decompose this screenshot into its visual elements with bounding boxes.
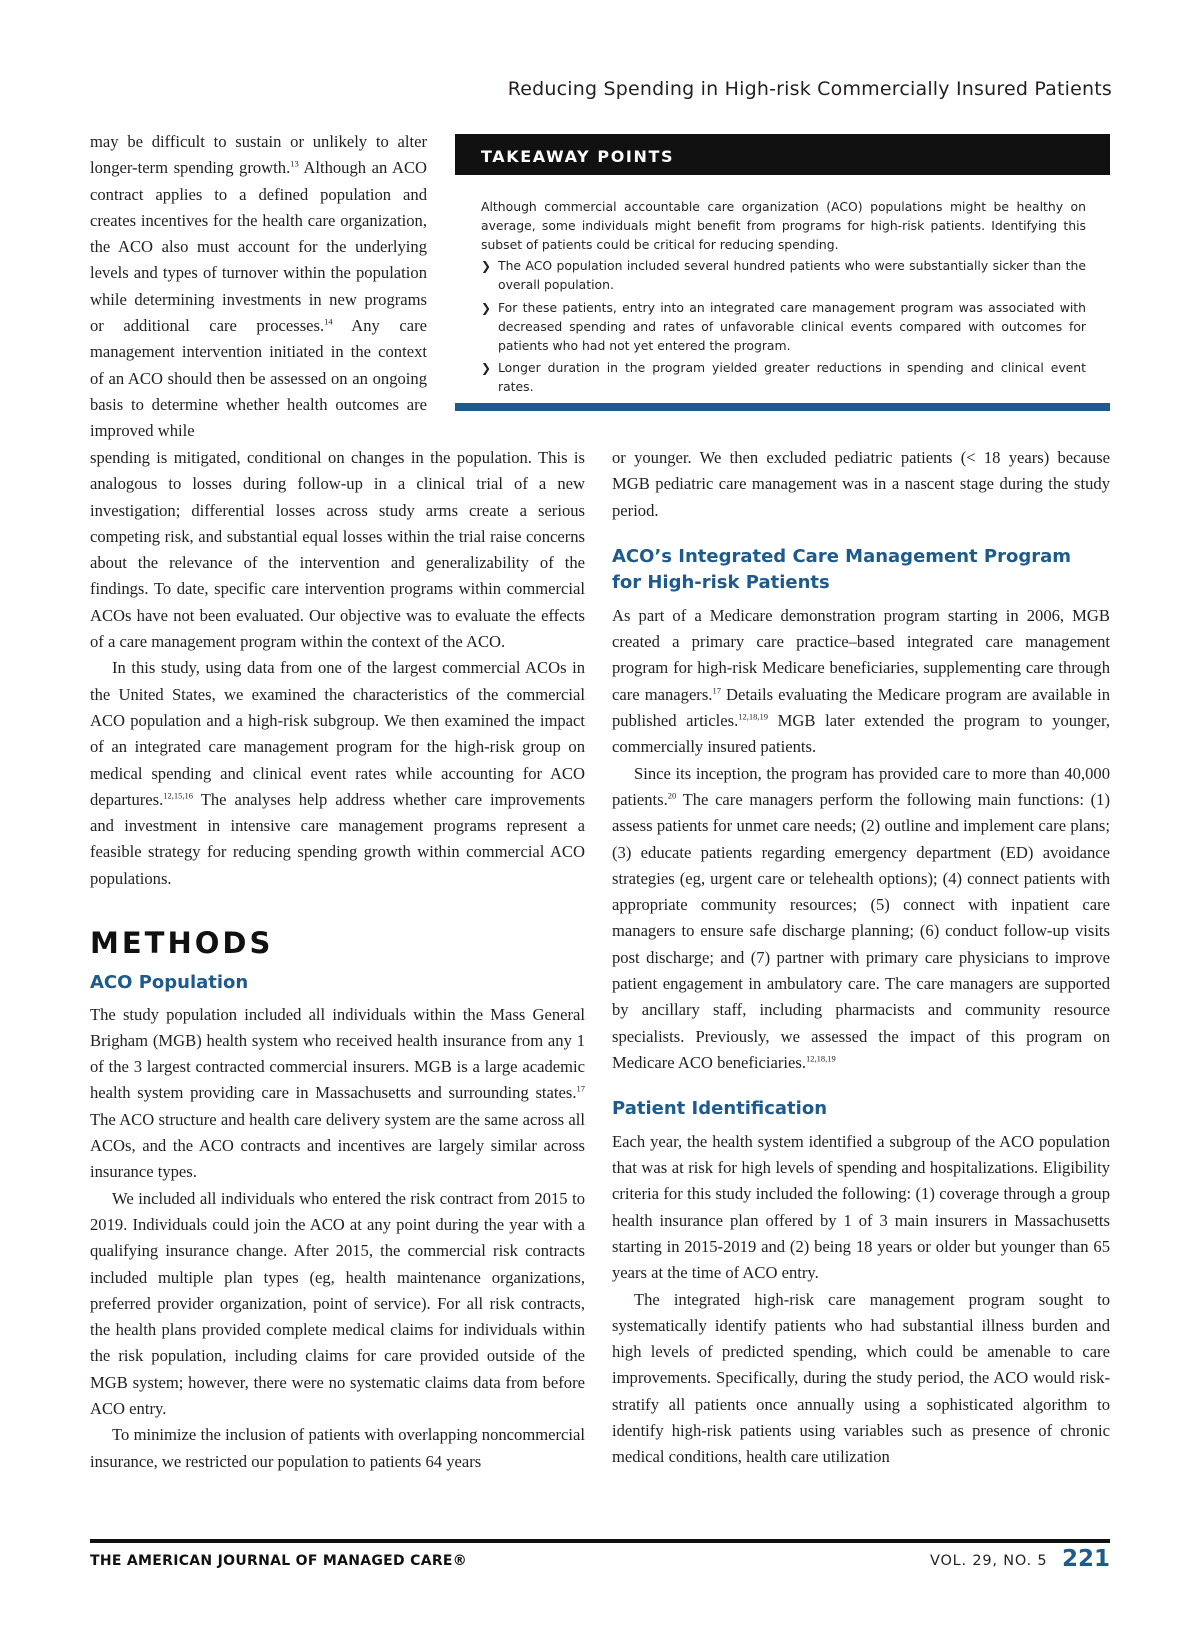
footer-volume: VOL. 29, NO. 5 <box>930 1553 1048 1569</box>
citation: 12,18,19 <box>738 711 768 722</box>
citation: 13 <box>290 158 299 169</box>
citation: 12,15,16 <box>163 790 194 801</box>
takeaway-box <box>455 134 1110 411</box>
aco-population-paragraph-2: We included all individuals who entered the risk contract from 2015 to 2019. Individuals could join the ACO at any point during the year with a qualifying insurance change. After 2015, the commercial risk contracts included multiple plan types (eg, health maintenance organizations, preferred provider organization, point of service). For all risk contracts, the health plans provided complete medical claims for individuals within the risk population, including claims for care provided outside of the MGB system; however, there were no systematic claims data from before ACO entry. <box>90 1188 585 1418</box>
citation: 20 <box>667 790 677 801</box>
takeaway-title: TAKEAWAY POINTS <box>455 134 1110 175</box>
takeaway-bottom-rule <box>455 403 1110 411</box>
chevron-right-icon: ❯ <box>481 259 492 274</box>
footer-journal-name: THE AMERICAN JOURNAL OF MANAGED CARE® <box>90 1553 468 1569</box>
running-title: Reducing Spending in High-risk Commercially Insured Patients <box>507 78 1112 100</box>
left-column <box>90 445 585 1475</box>
chevron-right-icon: ❯ <box>481 361 492 376</box>
chevron-right-icon: ❯ <box>481 300 492 315</box>
program-paragraph-1: As part of a Medicare demonstration program starting in 2006, MGB created a primary care practice–based integrated care management program for high-risk Medicare beneficiaries, supplementing care through care managers.$^{17}$ Details evaluating the Medicare program are available in published articles.$^{12,18,19}$ MGB later extended the program to younger, commercially insured patients. <box>612 605 1111 757</box>
patient-identification-paragraph-2: The integrated high-risk care management program sought to systematically identify patients who had substantial illness burden and high levels of predicted spending, which could be amenable to care improvements. Specifically, during the study period, the ACO would risk-stratify all patients once annually using a sophisticated algorithm to identify high-risk patients using variables such as presence of chronic medical conditions, health care utilization <box>612 1289 1110 1467</box>
patient-identification-heading: Patient Identification <box>612 1098 828 1120</box>
intro-paragraph-2: In this study, using data from one of the largest commercial ACOs in the United States, we examined the characteristics of the commercial ACO population and a high-risk subgroup. We then examined the impact of an integrated care management program for the high-risk group on medical spending and clinical event rates while accounting for ACO departures.$^{12,15,16}$ The analyses help address whether care improvements and investment in intensive care management programs represent a feasible strategy for reducing spending growth within commercial ACO populations. <box>90 658 585 888</box>
citation: 12,18,19 <box>805 1053 836 1064</box>
intro-paragraph-1-cont: spending is mitigated, conditional on changes in the population. This is analogous to losses during follow-up in a clinical trial of a new investigation; differential losses across study arms create a serious competing risk, and substantial equal losses within the trial raise concerns about the relevance of the intervention and generalizability of the findings. To date, specific care intervention programs within commercial ACOs have not been evaluated. Our objective was to evaluate the effects of a care management program within the context of the ACO. <box>90 448 585 652</box>
aco-population-paragraph-3: To minimize the inclusion of patients with overlapping noncommercial insurance, we restricted our population to patients 64 years <box>90 1425 585 1471</box>
takeaway-intro: Although commercial accountable care organization (ACO) populations might be healthy on average, some individuals might benefit from programs for high-risk patients. Identifying this subset of patients could be critical for reducing spending. <box>481 199 1086 252</box>
footer-rule <box>90 1539 1110 1543</box>
citation: 17 <box>712 685 721 696</box>
citation: 14 <box>324 316 333 327</box>
program-heading: ACO’s Integrated Care Management Program for High-risk Patients <box>612 545 1072 594</box>
program-paragraph-2: Since its inception, the program has provided care to more than 40,000 patients.$^{20}$ The care managers perform the following main functions: (1) assess patients for unmet care needs; (2) outline and implement care plans; (3) educate patients regarding emergency department (ED) avoidance strategies (eg, urgent care or telehealth options); (4) connect patients with appropriate community resources; (5) connect with inpatient care managers to ensure safe discharge planning; (6) conduct follow-up visits post discharge; and (7) partner with primary care physicians to improve patient engagement in ambulatory care. The care managers are supported by ancillary staff, including pharmacists and community resource specialists. Previously, we assessed the impact of this program on Medicare ACO beneficiaries.$^{12,18,19}$ <box>612 763 1110 1072</box>
intro-column-top <box>90 129 427 445</box>
aco-population-heading: ACO Population <box>90 972 249 994</box>
citation: 17 <box>576 1083 585 1094</box>
patient-identification-paragraph-1: Each year, the health system identified a subgroup of the ACO population that was at risk for high levels of spending and hospitalizations. Eligibility criteria for this study included the following: (1) coverage through a group health insurance plan offered by 1 of 3 main insurers in Massachusetts starting in 2015-2019 and (2) being 18 years or older but younger than 65 years at the time of ACO entry. <box>612 1131 1110 1283</box>
methods-heading: METHODS <box>90 926 274 961</box>
page-number: 221 <box>1061 1546 1110 1572</box>
takeaway-list <box>481 257 1086 397</box>
aco-population-paragraph-1: The study population included all individuals within the Mass General Brigham (MGB) health system who received health insurance from any 1 of the 3 largest contracted commercial insurers. MGB is a large academic health system providing care in Massachusetts and surrounding states.$^{17}$ The ACO structure and health care delivery system are the same across all ACOs, and the ACO contracts and incentives are largely similar across insurance types. <box>90 1004 585 1182</box>
intro-paragraph-1-top: may be difficult to sustain or unlikely to alter longer-term spending growth.$^{13}$ Although an ACO contract applies to a defined population and creates incentives for the health care organization, the ACO also must account for the underlying levels and types of turnover within the population while determining investments in new programs or additional care processes.$^{14}$ Any care management intervention initiated in the context of an ACO should then be assessed on an ongoing basis to determine whether health outcomes are improved while <box>90 132 427 441</box>
takeaway-bullet: ❯ For these patients, entry into an integrated care management program was associated with decreased spending and rates of unfavorable clinical events compared with outcomes for patients who had not yet entered the program. <box>481 299 1086 353</box>
takeaway-bullet: ❯ Longer duration in the program yielded greater reductions in spending and clinical event rates. <box>481 360 1086 395</box>
takeaway-bullet: ❯ The ACO population included several hundred patients who were substantially sicker than the overall population. <box>481 258 1086 293</box>
right-column <box>612 445 1110 1471</box>
aco-population-paragraph-3-cont: or younger. We then excluded pediatric patients (< 18 years) because MGB pediatric care management was in a nascent stage during the study period. <box>612 448 1110 520</box>
